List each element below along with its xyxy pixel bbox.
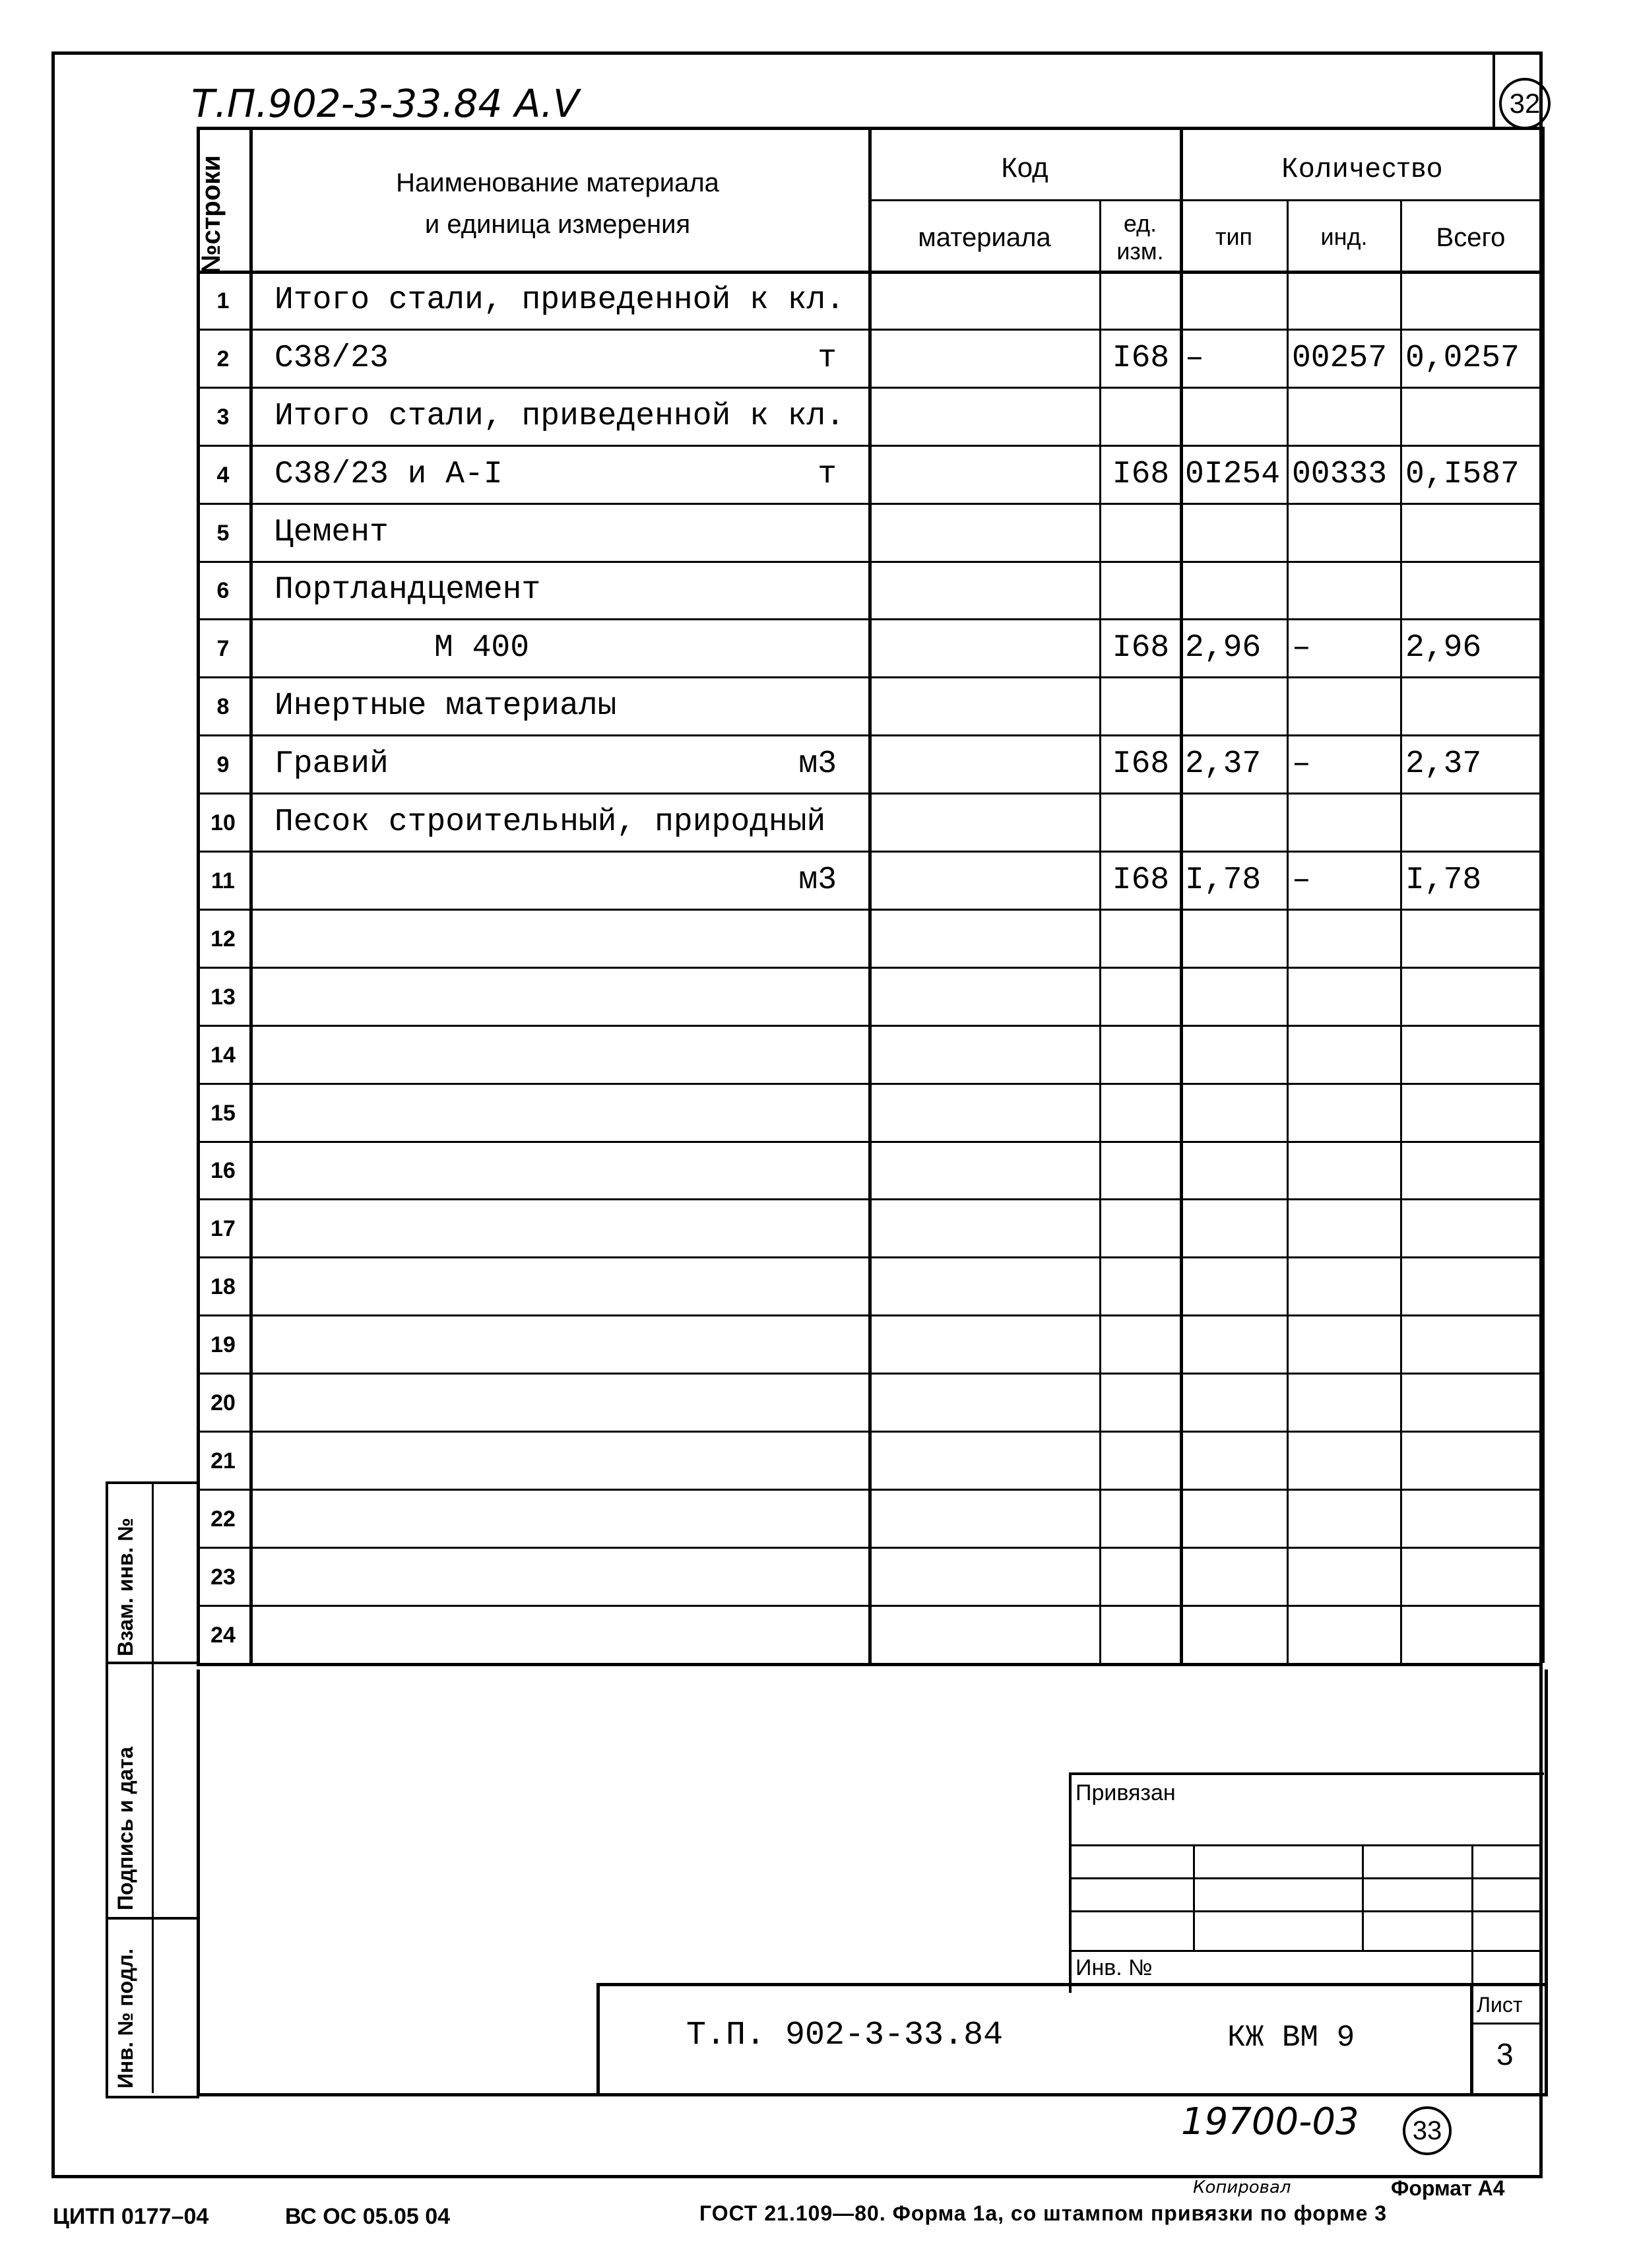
row-material-name: Итого стали, приведенной к кл. <box>274 399 845 434</box>
row-number: 16 <box>210 1158 236 1183</box>
row-number: 14 <box>210 1043 236 1068</box>
row-qty-type: I,78 <box>1185 862 1262 898</box>
row-number: 3 <box>216 405 230 430</box>
row-qty-type: 2,96 <box>1185 630 1262 666</box>
page-circle-top-number: 32 <box>1509 88 1541 119</box>
row-line <box>197 734 1541 736</box>
row-qty-type: – <box>1185 340 1204 376</box>
row-number: 11 <box>211 868 235 893</box>
row-number: 4 <box>216 463 230 488</box>
header-row-number: №строки <box>197 155 226 274</box>
col-line-type <box>1287 199 1289 1663</box>
footer-copied: Копировал <box>1193 2178 1291 2197</box>
row-line <box>197 676 1541 678</box>
row-code-unit: I68 <box>1112 340 1170 376</box>
row-qty-ind: 00257 <box>1292 340 1388 376</box>
row-number: 24 <box>210 1623 236 1648</box>
left-strip-inner-line <box>152 1481 154 2093</box>
row-number: 7 <box>216 636 230 661</box>
row-number: 20 <box>210 1390 236 1415</box>
row-number: 12 <box>210 926 236 952</box>
row-line <box>197 1256 1541 1258</box>
row-qty-total: I,78 <box>1405 862 1482 898</box>
left-sign-date: Подпись и дата <box>113 1747 137 1910</box>
row-unit: т <box>818 340 837 376</box>
header-qty-ind: инд. <box>1320 223 1368 250</box>
stamp-bound-label: Привязан <box>1075 1780 1176 1805</box>
title-sheet-code: КЖ ВМ 9 <box>1227 2021 1355 2055</box>
header-qty-group: Количество <box>1281 152 1444 183</box>
header-code-unit-1: ед. <box>1123 210 1157 237</box>
header-qty-type: тип <box>1215 223 1253 250</box>
page-circle-bottom <box>1403 2106 1452 2155</box>
footer-left-code: ЦИТП 0177–04 <box>53 2204 209 2229</box>
header-qty-total: Всего <box>1436 223 1506 252</box>
stamp-line-4 <box>1069 1950 1541 1952</box>
top-right-box <box>1493 54 1495 128</box>
row-qty-type: 2,37 <box>1185 746 1262 782</box>
row-code-unit: I68 <box>1112 746 1170 782</box>
footer-gost: ГОСТ 21.109—80. Форма 1а, со штампом привязки по форме 3 <box>699 2201 1388 2225</box>
title-block-sheet-line <box>1470 2023 1541 2025</box>
row-code-unit: I68 <box>1112 457 1170 492</box>
footer-format: Формат А4 <box>1391 2176 1505 2200</box>
row-line <box>197 503 1541 505</box>
table-right-border <box>1541 127 1545 1663</box>
row-material-name: С38/23 и А-I <box>274 457 503 492</box>
row-material-name: Портландцемент <box>274 572 541 608</box>
row-line <box>197 1314 1541 1316</box>
row-material-name: Песок строительный, природный <box>274 804 826 840</box>
row-qty-total: 0,I587 <box>1405 457 1520 492</box>
title-sheet-label: Лист <box>1477 1993 1523 2017</box>
row-number: 19 <box>210 1332 236 1357</box>
row-material-name: Цемент <box>274 515 389 550</box>
stamp-line-3 <box>1069 1910 1541 1912</box>
title-block-sheet-divider <box>1470 1983 1473 2093</box>
row-number: 5 <box>216 521 230 546</box>
left-inv-replace: Взам. инв. № <box>113 1518 137 1656</box>
row-line <box>197 618 1541 620</box>
row-line <box>197 1489 1541 1491</box>
header-code-material: материала <box>918 223 1051 252</box>
left-inv-orig: Инв. № подл. <box>113 1948 137 2089</box>
row-line <box>197 1431 1541 1433</box>
row-line <box>197 909 1541 911</box>
page-circle-bottom-number: 33 <box>1412 2116 1442 2145</box>
row-code-unit: I68 <box>1112 862 1170 898</box>
row-line <box>197 1025 1541 1027</box>
header-name-line2: и единица измерения <box>424 210 691 239</box>
row-material-name: С38/23 <box>274 340 389 376</box>
row-number: 21 <box>210 1448 236 1474</box>
title-designation: Т.П. 902-3-33.84 <box>686 2017 1004 2054</box>
stamp-vline-1 <box>1193 1844 1195 1950</box>
row-number: 1 <box>216 288 230 313</box>
row-number: 13 <box>210 985 236 1010</box>
stamp-vline-3 <box>1471 1844 1473 1983</box>
row-unit: м3 <box>798 746 837 782</box>
row-line <box>197 1141 1541 1143</box>
header-mid-line <box>868 199 1541 201</box>
header-name-line1: Наименование материала <box>396 168 719 197</box>
title-sheet-number: 3 <box>1496 2037 1514 2071</box>
stamp-line-2 <box>1069 1877 1541 1879</box>
row-qty-total: 2,37 <box>1405 746 1482 782</box>
row-qty-total: 0,0257 <box>1405 340 1520 376</box>
row-qty-ind: 00333 <box>1292 457 1388 492</box>
row-code-unit: I68 <box>1112 630 1170 666</box>
row-number: 22 <box>210 1507 236 1532</box>
row-line <box>197 851 1541 853</box>
header-code-group: Код <box>1001 152 1048 183</box>
row-line <box>197 1663 1541 1666</box>
row-qty-ind: – <box>1292 746 1311 782</box>
row-material-name: М 400 <box>434 630 530 666</box>
row-number: 9 <box>216 752 230 777</box>
row-number: 2 <box>216 346 230 372</box>
header-code-unit-2: изм. <box>1116 238 1164 265</box>
row-line <box>197 561 1541 563</box>
row-number: 6 <box>216 578 230 603</box>
page-circle-top <box>1499 78 1551 129</box>
row-line <box>197 1605 1541 1607</box>
row-number: 15 <box>210 1101 236 1126</box>
row-number: 23 <box>210 1565 236 1590</box>
row-line <box>197 445 1541 447</box>
row-qty-type: 0I254 <box>1185 457 1281 492</box>
row-material-name: Итого стали, приведенной к кл. <box>274 282 845 318</box>
row-qty-total: 2,96 <box>1405 630 1482 666</box>
row-number: 10 <box>210 810 236 835</box>
handwritten-number: 19700-03 <box>1181 2100 1359 2143</box>
col-line-ind <box>1400 199 1402 1663</box>
stamp-vline-2 <box>1362 1844 1364 1950</box>
row-qty-ind: – <box>1292 862 1311 898</box>
row-number: 8 <box>216 694 230 719</box>
row-unit: м3 <box>798 862 837 898</box>
row-line <box>197 1198 1541 1200</box>
row-unit: т <box>818 457 837 492</box>
row-line <box>197 1373 1541 1375</box>
stamp-inv-no: Инв. № <box>1075 1955 1153 1980</box>
row-line <box>197 967 1541 969</box>
row-line <box>197 1083 1541 1085</box>
row-line <box>197 387 1541 389</box>
stamp-line-1 <box>1069 1844 1541 1846</box>
row-material-name: Гравий <box>274 746 389 782</box>
top-doc-code: Т.П.902-3-33.84 А.Ⅴ <box>191 81 579 126</box>
col-line-material <box>1099 199 1101 1663</box>
row-number: 17 <box>210 1216 236 1241</box>
row-line <box>197 793 1541 794</box>
row-line <box>197 1547 1541 1549</box>
footer-vs-code: ВС ОС 05.05 04 <box>285 2204 451 2229</box>
row-line <box>197 329 1541 331</box>
row-qty-ind: – <box>1292 630 1311 666</box>
row-number: 18 <box>210 1274 236 1299</box>
row-material-name: Инертные материалы <box>274 688 617 724</box>
